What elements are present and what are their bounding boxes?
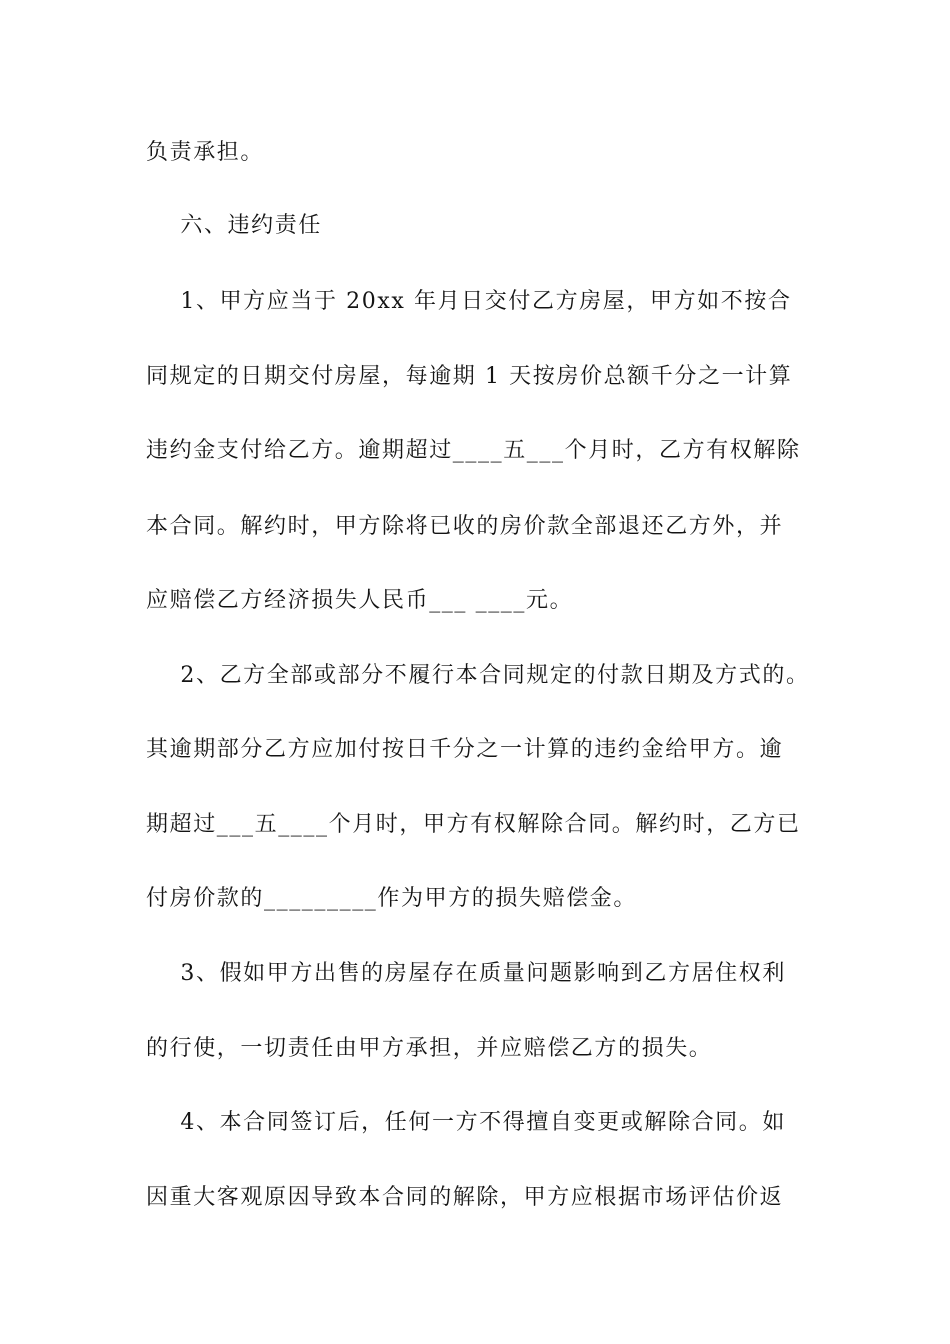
section-heading: 六、违约责任 [146, 213, 322, 238]
text-line: 付房价款的_________作为甲方的损失赔偿金。 [146, 886, 638, 911]
text-line: 同规定的日期交付房屋，每逾期 1 天按房价总额千分之一计算 [146, 364, 793, 389]
text-line: 的行使，一切责任由甲方承担，并应赔偿乙方的损失。 [146, 1036, 713, 1061]
text-line: 本合同。解约时，甲方除将已收的房价款全部退还乙方外，并 [146, 514, 784, 539]
text-line: 违约金支付给乙方。逾期超过____五___个月时，乙方有权解除 [146, 438, 801, 463]
text-line: 4、本合同签订后，任何一方不得擅自变更或解除合同。如 [146, 1110, 786, 1135]
text-line: 负责承担。 [146, 140, 265, 165]
text-line: 其逾期部分乙方应加付按日千分之一计算的违约金给甲方。逾 [146, 737, 784, 762]
text-line: 应赔偿乙方经济损失人民币___ ____元。 [146, 588, 574, 613]
text-line: 1、甲方应当于 20xx 年月日交付乙方房屋，甲方如不按合 [146, 289, 792, 314]
text-line: 期超过___五____个月时，甲方有权解除合同。解约时，乙方已 [146, 812, 801, 837]
text-line: 因重大客观原因导致本合同的解除，甲方应根据市场评估价返 [146, 1185, 784, 1210]
text-line: 2、乙方全部或部分不履行本合同规定的付款日期及方式的。 [146, 663, 810, 688]
text-line: 3、假如甲方出售的房屋存在质量问题影响到乙方居住权利 [146, 961, 786, 986]
